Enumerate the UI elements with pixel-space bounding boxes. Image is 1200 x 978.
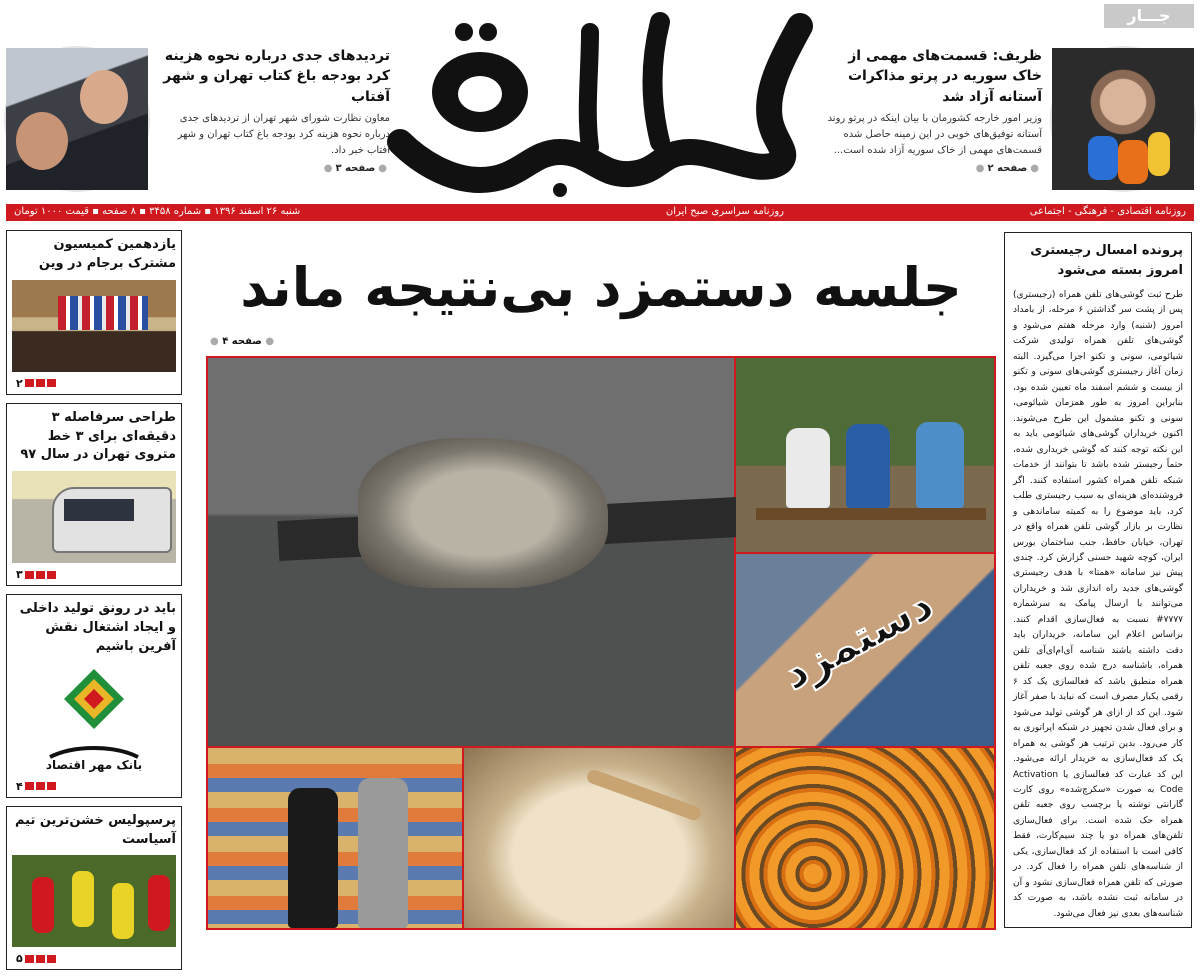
worker-figure [846, 424, 890, 508]
story-title: طراحی سرفاصله ۳ دقیقه‌ای برای ۳ خط متروی تهران در سال ۹۷ [20, 409, 176, 463]
issue-info: شنبه ۲۶ اسفند ۱۳۹۶ ▪ شماره ۳۴۵۸ ▪ ۸ صفحه ▪ قیمت ۱۰۰۰ تومان [14, 206, 301, 217]
story-metro[interactable] [6, 403, 182, 587]
watermark: جـــار [1104, 4, 1194, 28]
teaser-text: معاون نظارت شورای شهر تهران از تردیدهای جدی درباره نحوه هزینه کرد بودجه باغ کتاب تهران و شهر آفتاب خبر داد. [177, 112, 390, 156]
paper-type: روزنامه اقتصادی - فرهنگی - اجتماعی [1029, 206, 1186, 217]
bench-shape [756, 508, 986, 520]
worker-figure [786, 428, 830, 508]
worker-figure [916, 422, 964, 508]
flags-shape [58, 296, 148, 330]
train-photo [12, 471, 176, 563]
story-title: پرسپولیس خشن‌ترین تیم آسیاست [14, 812, 176, 847]
shopper-figure [288, 788, 338, 928]
bank-emblem [44, 665, 144, 775]
left-column [6, 230, 182, 978]
main-headline[interactable]: جلسه دستمزد بی‌نتیجه ماند [240, 256, 962, 319]
microphone-icon [1118, 140, 1148, 184]
player-shape [112, 883, 134, 939]
officials-photo[interactable] [4, 46, 150, 192]
story-persepolis[interactable] [6, 806, 182, 971]
football-photo [12, 855, 176, 947]
shopper-figure [358, 778, 408, 928]
player-shape [72, 871, 94, 927]
page-number: ۴ [16, 780, 56, 793]
face-shape [80, 70, 128, 124]
page-ref: ●صفحه ۳● [323, 162, 387, 174]
page-ref: ●صفحه ۲● [975, 162, 1039, 174]
story-bank[interactable] [6, 594, 182, 798]
workers-photo [736, 358, 994, 552]
rolling-pin-shape [585, 768, 703, 822]
teaser-zarif[interactable] [822, 46, 1042, 174]
fruit-market-photo [736, 748, 994, 928]
article-body: طرح ثبت گوشی‌های تلفن همراه (رجیستری) پس از پشت سر گذاشتن ۶ مرحله، از بامداد امروز (شنبه) وارد مرحله هفتم می‌شود و گوشی‌های تلفن همراه تولیدی شرکت شیائومی، سونی و تکنو اجرا می‌گیرد. البته زمان آغاز رجیستری گوشی‌های سونی و تکنو از بیست و ششم اسفند ماه تعیین شده بود، بنابراین امروز به طور همزمان شیائومی، سونی و تکنو مشمول این طرح می‌شوند. اکنون خریداران گوشی‌های شیائومی باید به این نکته توجه کنند که گوشی خریداری شده، حتماً رجیستر شده باشد تا بتوانند از خدمات شبکه تلفن همراه کشور استفاده کنند. اگر فروشنده‌ای هزینه‌ای به سبب رجیستری طلب کرد، باید موضوع را به کمیته ساماندهی و نظارت بر بازار گوشی تلفن همراه واقع در تهران، خیابان حافظ، جنب ساختمان بورس ایران، کوچه شهید حسنی گزارش کرد. چندی پیش نیز سامانه «همتا» با هدف رجیستری گوشی‌های جدید راه اندازی شد و خریداران می‌توانند با ارسال پیامک به سرشماره ۷۷۷۷# نسبت به فعال‌سازی اقدام کنند. براساس اعلام این سامانه، خریداران باید دقت داشته باشند شناسه آی‌ام‌ای‌آی تلفن همراه، باشناسه درج شده روی جعبه تلفن همراه منطبق باشد که فعالسازی یک کد ۶ رقمی یکبار مصرف است که نباید با صفر آغاز شود. این کد از ازای هر گوشی تولید می‌شود و برای فعال شدن تجهیز در شبکه اپراتوری به کار می‌رود. بدین ترتیب هر گوشی به همراه یک کد فعال‌سازی به خریدار ارائه می‌شود. این کد عبارت کد فعالسازی یا Activation Code به صورت «سکرچ‌شده» روی کارت گارانتی نوشته یا برچسب روی جعبه تلفن همراه حک شده است. برای فعال‌سازی تلفن‌های همراه دو یا چند سیم‌کارت، فقط کافی است با استفاده از کد فعال‌سازی، یکی از شناسه‌های تلفن همراه را فعال کرد. در صورتی که تلفن همراه فعال‌سازی نشود و آن در سامانه ثبت نشده باشد، به صورت کد شناسه‌های بعدی نیز فعال می‌شود. [1013, 290, 1184, 919]
info-bar [6, 204, 1194, 221]
teaser-title: تردیدهای جدی درباره نحوه هزینه کرد بودجه باغ کتاب تهران و شهر آفتاب [163, 48, 390, 105]
gloves-photo [208, 358, 734, 746]
player-shape [32, 877, 54, 933]
masthead-title: صاحب قلم [355, 2, 360, 3]
story-jcpoa[interactable] [6, 230, 182, 395]
teaser-book-garden[interactable] [160, 46, 390, 174]
teaser-text: وزیر امور خارجه کشورمان با بیان اینکه در پرتو روند آستانه توفیق‌های خوبی در این زمینه حاصل شده قسمت‌های مهمی از خاک سوریه آزاد شده است... [827, 112, 1042, 156]
collage-word: دستمزد [773, 578, 942, 701]
teaser-title: ظریف: قسمت‌های مهمی از خاک سوریه در پرتو مذاکرات آستانه آزاد شد [847, 48, 1042, 105]
headline-page-ref: ● صفحه ۴ ● [210, 336, 275, 347]
bank-name: بانک مهر اقتصاد [45, 757, 143, 772]
face-shape [16, 112, 68, 170]
story-title: یازدهمین کمیسیون مشترک برجام در وین [38, 237, 176, 271]
supermarket-photo [208, 748, 462, 928]
microphone-icon [1148, 132, 1170, 176]
microphone-icon [1088, 136, 1118, 180]
article-title: پرونده امسال رجیستری امروز بسته می‌شود [1030, 243, 1183, 278]
train-shape [52, 487, 172, 553]
registry-article[interactable] [1004, 232, 1192, 928]
bank-logo [44, 665, 144, 775]
page-number: ۳ [16, 568, 56, 581]
meeting-photo [12, 280, 176, 372]
page-number: ۲ [16, 377, 56, 390]
main-photo-collage[interactable] [206, 356, 996, 930]
paper-slogan: روزنامه سراسری صبح ایران [665, 206, 784, 217]
wage-collage-photo [736, 554, 994, 746]
player-shape [148, 875, 170, 931]
page-number: ۵ [16, 952, 56, 965]
story-title: باید در رونق تولید داخلی و ایجاد اشتغال نقش آفرین باشیم [19, 601, 176, 654]
zarif-photo[interactable] [1050, 46, 1196, 192]
glove-shape [358, 438, 608, 588]
bakery-photo [464, 748, 734, 928]
